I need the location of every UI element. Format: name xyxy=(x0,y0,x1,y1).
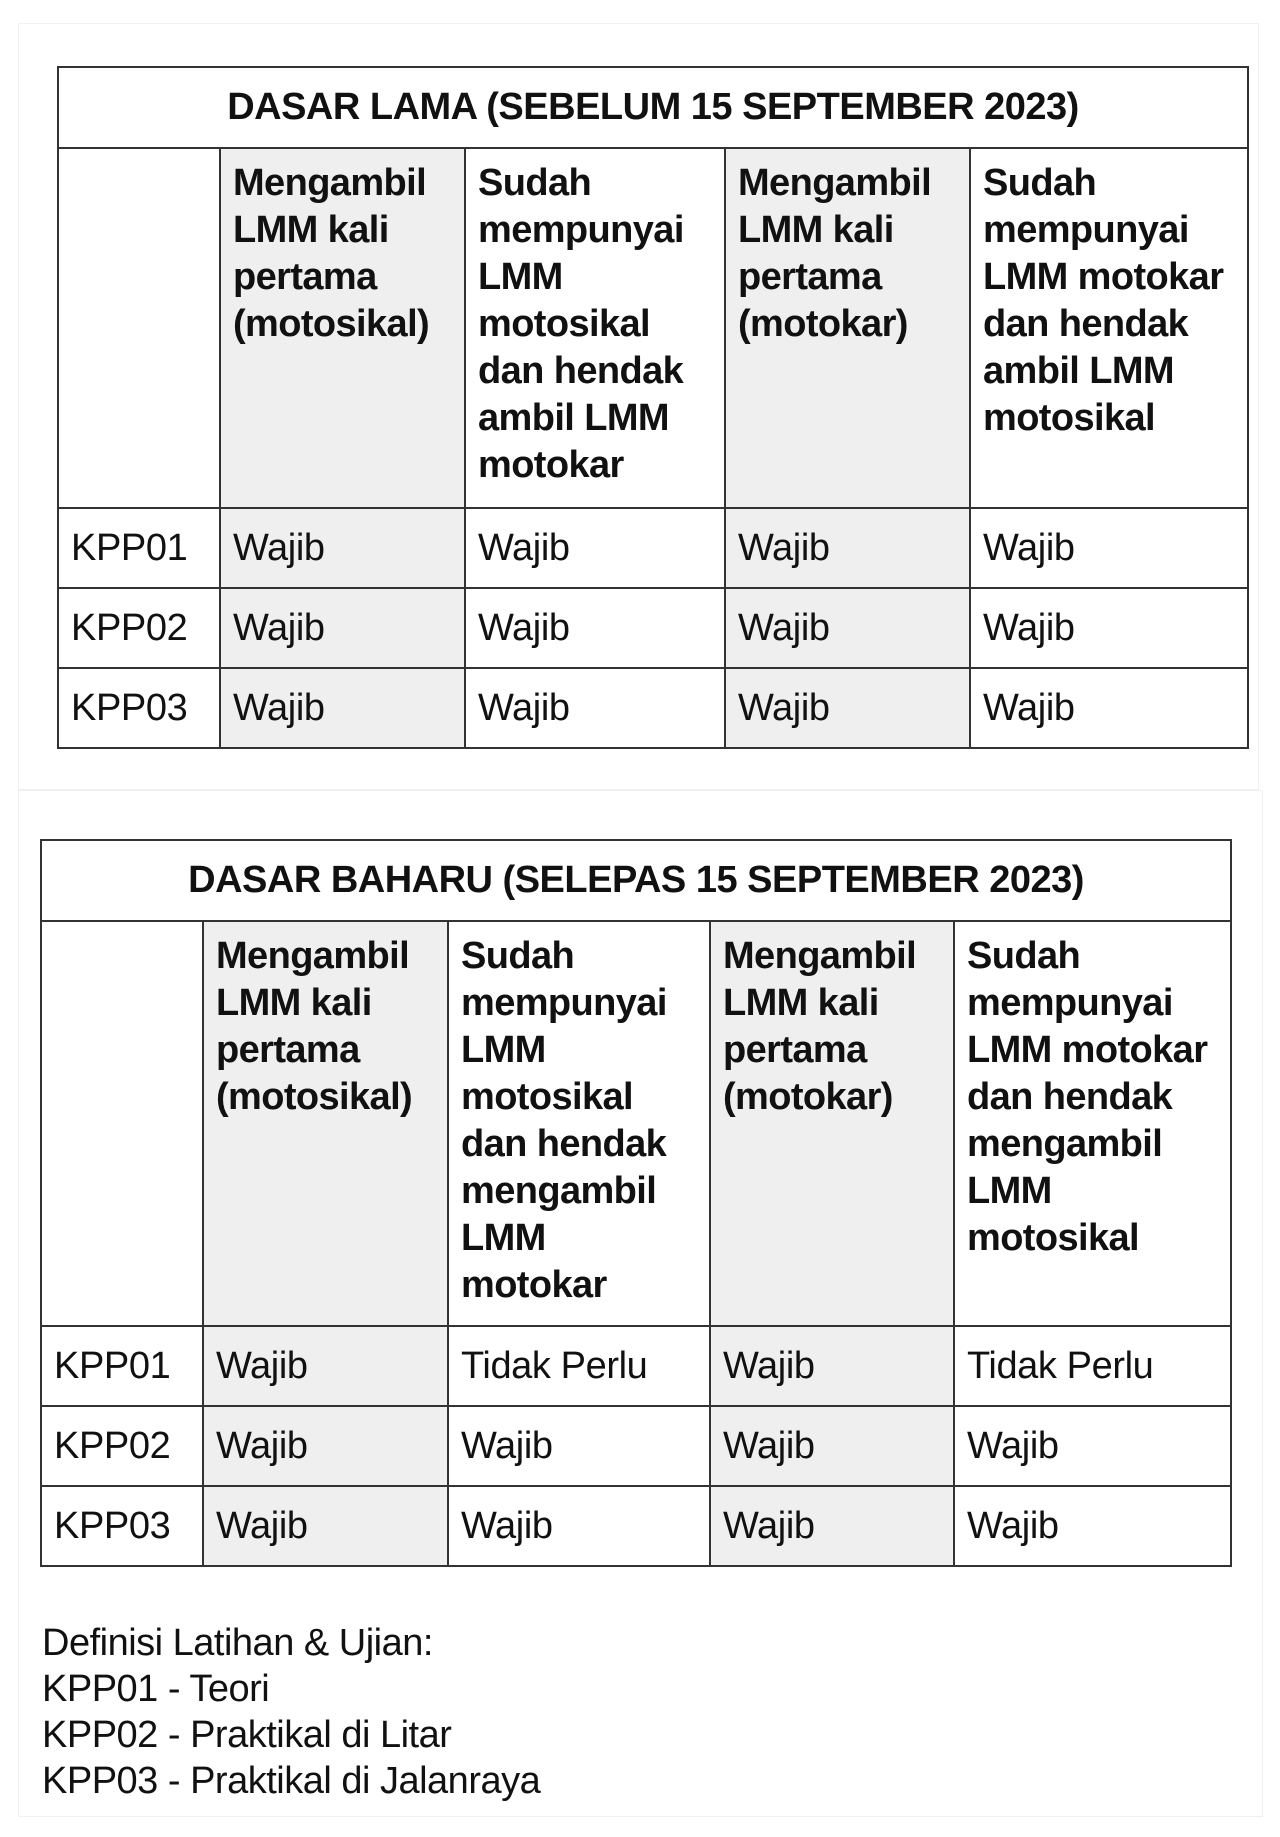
column-header-has-car-want-motorcycle: Sudah mempunyai LMM motokar dan hendak mengambil LMM motosikal xyxy=(954,921,1231,1326)
cell: Wajib xyxy=(203,1486,448,1566)
cell: Wajib xyxy=(710,1486,954,1566)
cell: Wajib xyxy=(970,588,1248,668)
cell: Wajib xyxy=(970,668,1248,748)
row-label: KPP03 xyxy=(41,1486,203,1566)
column-header-empty xyxy=(58,148,220,508)
table-header-row xyxy=(58,148,1248,508)
table-row xyxy=(58,668,1248,748)
cell: Wajib xyxy=(725,668,970,748)
row-label: KPP02 xyxy=(58,588,220,668)
cell: Wajib xyxy=(954,1486,1231,1566)
cell: Wajib xyxy=(465,508,725,588)
row-label: KPP01 xyxy=(58,508,220,588)
table-title: DASAR BAHARU (SELEPAS 15 SEPTEMBER 2023) xyxy=(41,840,1231,921)
cell: Tidak Perlu xyxy=(954,1326,1231,1406)
column-header-first-motorcycle: Mengambil LMM kali pertama (motosikal) xyxy=(203,921,448,1326)
column-header-has-car-want-motorcycle: Sudah mempunyai LMM motokar dan hendak ambil LMM motosikal xyxy=(970,148,1248,508)
column-header-has-motorcycle-want-car: Sudah mempunyai LMM motosikal dan hendak mengambil LMM motokar xyxy=(448,921,710,1326)
cell: Tidak Perlu xyxy=(448,1326,710,1406)
column-header-first-motorcycle: Mengambil LMM kali pertama (motosikal) xyxy=(220,148,465,508)
cell: Wajib xyxy=(970,508,1248,588)
column-header-first-car: Mengambil LMM kali pertama (motokar) xyxy=(725,148,970,508)
table-row xyxy=(41,1486,1231,1566)
table-row xyxy=(58,508,1248,588)
table-header-row xyxy=(41,921,1231,1326)
old-policy-table xyxy=(57,66,1249,749)
cell: Wajib xyxy=(203,1326,448,1406)
table-title-row xyxy=(41,840,1231,921)
cell: Wajib xyxy=(220,588,465,668)
definition-item: KPP03 - Praktikal di Jalanraya xyxy=(42,1760,541,1802)
row-label: KPP02 xyxy=(41,1406,203,1486)
definition-item: KPP01 - Teori xyxy=(42,1668,270,1710)
cell: Wajib xyxy=(725,588,970,668)
cell: Wajib xyxy=(220,508,465,588)
new-policy-table xyxy=(40,839,1232,1567)
cell: Wajib xyxy=(465,668,725,748)
table-row xyxy=(41,1406,1231,1486)
table-row xyxy=(58,588,1248,668)
cell: Wajib xyxy=(954,1406,1231,1486)
cell: Wajib xyxy=(203,1406,448,1486)
cell: Wajib xyxy=(725,508,970,588)
cell: Wajib xyxy=(220,668,465,748)
column-header-first-car: Mengambil LMM kali pertama (motokar) xyxy=(710,921,954,1326)
cell: Wajib xyxy=(710,1326,954,1406)
table-title-row xyxy=(58,67,1248,148)
cell: Wajib xyxy=(465,588,725,668)
definition-item: KPP02 - Praktikal di Litar xyxy=(42,1714,452,1756)
row-label: KPP01 xyxy=(41,1326,203,1406)
table-row xyxy=(41,1326,1231,1406)
cell: Wajib xyxy=(448,1406,710,1486)
cell: Wajib xyxy=(710,1406,954,1486)
column-header-empty xyxy=(41,921,203,1326)
column-header-has-motorcycle-want-car: Sudah mempunyai LMM motosikal dan hendak ambil LMM motokar xyxy=(465,148,725,508)
row-label: KPP03 xyxy=(58,668,220,748)
table-title: DASAR LAMA (SEBELUM 15 SEPTEMBER 2023) xyxy=(58,67,1248,148)
definitions-list xyxy=(42,1620,540,1804)
cell: Wajib xyxy=(448,1486,710,1566)
definitions-heading: Definisi Latihan & Ujian: xyxy=(42,1622,433,1664)
